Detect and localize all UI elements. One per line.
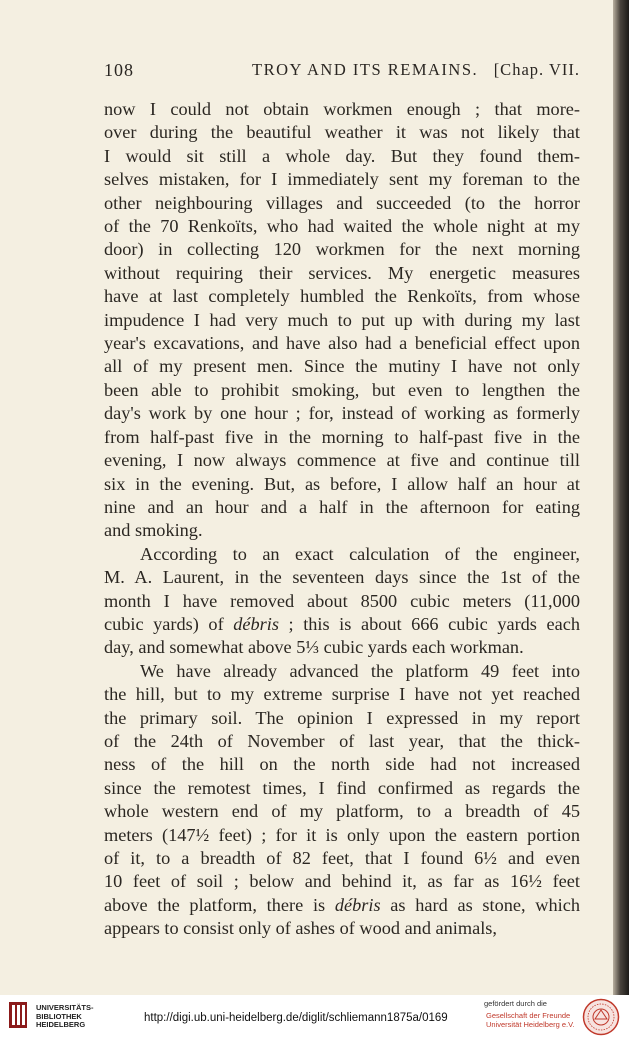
library-name	[36, 1004, 94, 1030]
text-line: all of my present men. Since the mutiny I have not only	[104, 356, 580, 377]
library-name-line: HEIDELBERG	[36, 1020, 86, 1029]
paragraph	[104, 98, 580, 543]
funding-note: gefördert durch die	[484, 999, 547, 1008]
text-line: 10 feet of soil ; below and behind it, as far as 16½ feet	[104, 871, 580, 892]
society-name-line: Universität Heidelberg e.V.	[486, 1020, 575, 1029]
text-line: have at last completely humbled the Renkoïts, from whose	[104, 286, 580, 307]
text-line: the primary soil. The opinion I expressed in my report	[104, 707, 580, 728]
digitization-footer	[0, 995, 629, 1040]
text-line: According to an exact calculation of the engineer,	[140, 543, 580, 564]
text-line: We have already advanced the platform 49 feet into	[140, 660, 580, 681]
text-line: of the 24th of November of last year, that the thick-	[104, 730, 580, 751]
library-name-line: BIBLIOTHEK	[36, 1011, 82, 1021]
running-title: TROY AND ITS REMAINS.	[252, 60, 479, 79]
text-line: month I have removed about 8500 cubic meters (11,000	[104, 590, 580, 611]
text-line: selves mistaken, for I immediately sent my foreman to the	[104, 169, 580, 190]
page-header	[104, 60, 580, 86]
text-line: door) in collecting 120 workmen for the next morning	[104, 239, 580, 260]
digital-copy-link[interactable]: http://digi.ub.uni-heidelberg.de/diglit/schliemann1875a/0169	[144, 1012, 448, 1024]
italic-term: débris	[233, 613, 279, 634]
text-line: ness of the hill on the north side had not increased	[104, 754, 580, 775]
paragraph	[104, 660, 580, 941]
text-line: the hill, but to my extreme surprise I have not yet reached	[104, 684, 580, 705]
society-name	[486, 1011, 575, 1029]
text-line: and smoking.	[104, 520, 203, 541]
text-line: six in the evening. But, as before, I allow half an hour at	[104, 473, 580, 494]
chapter-reference: [Chap. VII.	[493, 60, 580, 79]
society-seal-icon	[582, 998, 620, 1036]
book-binding-edge	[613, 0, 629, 995]
text-line: of the 70 Renkoïts, who had waited the whole night at my	[104, 216, 580, 237]
text-line: cubic yards) of débris ; this is about 666 cubic yards each	[104, 613, 580, 634]
italic-term: débris	[334, 894, 381, 915]
text-line: M. A. Laurent, in the seventeen days since the 1st of the	[104, 567, 580, 588]
text-line: other neighbouring villages and succeeded (to the horror	[104, 192, 580, 213]
text-line: year's excavations, and have also had a beneficial effect upon	[104, 333, 580, 354]
text-line: evening, I now always commence at five and continue till	[104, 450, 580, 471]
library-logo-icon	[8, 1001, 28, 1029]
society-name-line: Gesellschaft der Freunde	[486, 1011, 571, 1020]
text-line: without requiring their services. My energetic measures	[104, 262, 580, 283]
text-line: now I could not obtain workmen enough ; that more-	[104, 99, 580, 119]
text-line: nine and an hour and a half in the afternoon for eating	[104, 496, 580, 517]
text-line: day, and somewhat above 5⅓ cubic yards each workman.	[104, 637, 524, 658]
text-line: of it, to a breadth of 82 feet, that I found 6½ and even	[104, 848, 580, 868]
text-line: appears to consist only of ashes of wood and animals,	[104, 918, 497, 939]
text-line: since the remotest times, I find confirmed as regards the	[104, 777, 580, 798]
text-line: been able to prohibit smoking, but even to lengthen the	[104, 379, 580, 400]
body-text	[104, 98, 580, 941]
page-number: 108	[104, 60, 134, 80]
text-line: meters (147½ feet) ; for it is only upon the eastern portion	[104, 824, 580, 845]
text-line: I would sit still a whole day. But they found them-	[104, 145, 580, 166]
text-line: day's work by one hour ; for, instead of working as formerly	[104, 403, 580, 424]
text-line: over during the beautiful weather it was not likely that	[104, 122, 580, 143]
text-line: impudence I had very much to put up with during my last	[104, 309, 580, 330]
text-line: whole western end of my platform, to a breadth of 45	[104, 801, 580, 822]
paragraph	[104, 543, 580, 660]
text-line: from half-past five in the morning to half-past five in the	[104, 426, 580, 447]
text-line: above the platform, there is débris as hard as stone, which	[104, 894, 580, 915]
library-name-line: UNIVERSITÄTS-	[36, 1003, 94, 1012]
